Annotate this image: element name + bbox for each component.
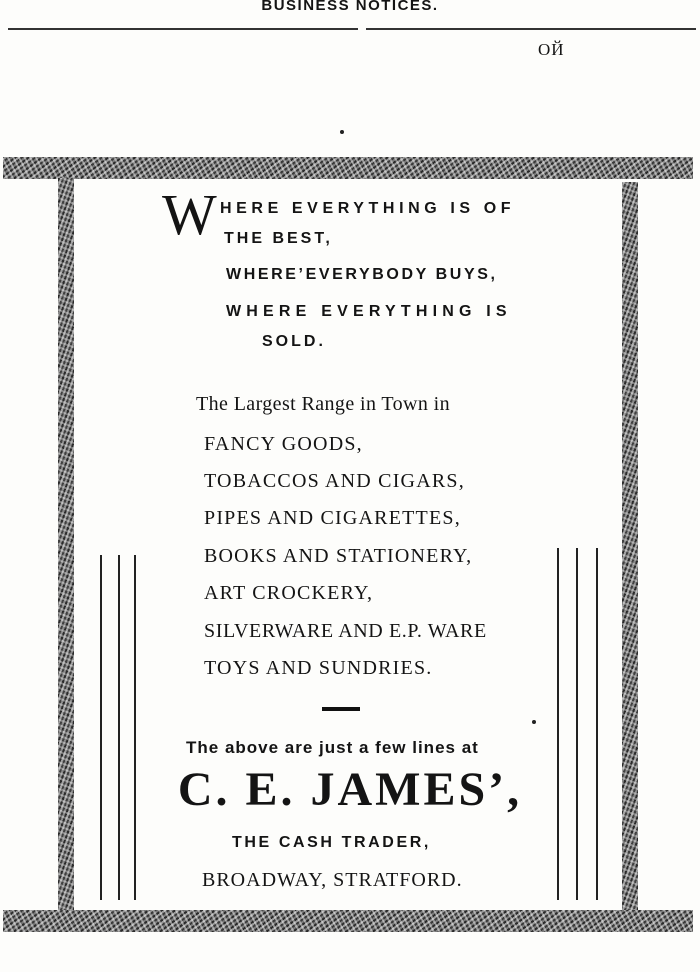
page-number: OЙ xyxy=(538,40,565,59)
rule-left-2 xyxy=(118,555,120,900)
list-item: SILVERWARE AND E.P. WARE xyxy=(204,620,487,642)
headline-line-4: WHERE EVERYTHING IS xyxy=(226,303,512,320)
list-item: TOYS AND SUNDRIES. xyxy=(204,657,433,679)
border-top xyxy=(3,157,693,179)
headline-line-3: WHERE’EVERYBODY BUYS, xyxy=(226,266,498,283)
list-item: TOBACCOS AND CIGARS, xyxy=(204,470,465,492)
rule-right-2 xyxy=(576,548,578,900)
list-item: ART CROCKERY, xyxy=(204,582,374,604)
list-item: PIPES AND CIGARETTES, xyxy=(204,507,461,529)
merchant-tagline: THE CASH TRADER, xyxy=(232,834,431,851)
specks xyxy=(340,130,344,134)
rule-right-3 xyxy=(596,548,598,900)
drop-cap: W xyxy=(162,182,217,247)
specks xyxy=(532,720,536,724)
range-intro: The Largest Range in Town in xyxy=(196,393,451,415)
headline-line-1: HERE EVERYTHING IS OF xyxy=(220,200,516,217)
lines-intro: The above are just a few lines at xyxy=(186,738,479,757)
header-rule-right xyxy=(366,28,696,30)
merchant-name: C. E. JAMES’, xyxy=(177,763,523,816)
headline-line-5: SOLD. xyxy=(262,333,326,350)
rule-left-3 xyxy=(134,555,136,900)
rule-right-1 xyxy=(557,548,559,900)
header-rule-left xyxy=(8,28,358,30)
border-bottom xyxy=(3,910,693,932)
section-header: BUSINESS NOTICES. xyxy=(261,0,439,14)
merchant-address: BROADWAY, STRATFORD. xyxy=(202,869,463,891)
headline-line-2: THE BEST, xyxy=(224,230,333,247)
separator-dash xyxy=(322,707,360,711)
list-item: BOOKS AND STATIONERY, xyxy=(204,545,473,567)
list-item: FANCY GOODS, xyxy=(204,433,363,455)
rule-left-1 xyxy=(100,555,102,900)
